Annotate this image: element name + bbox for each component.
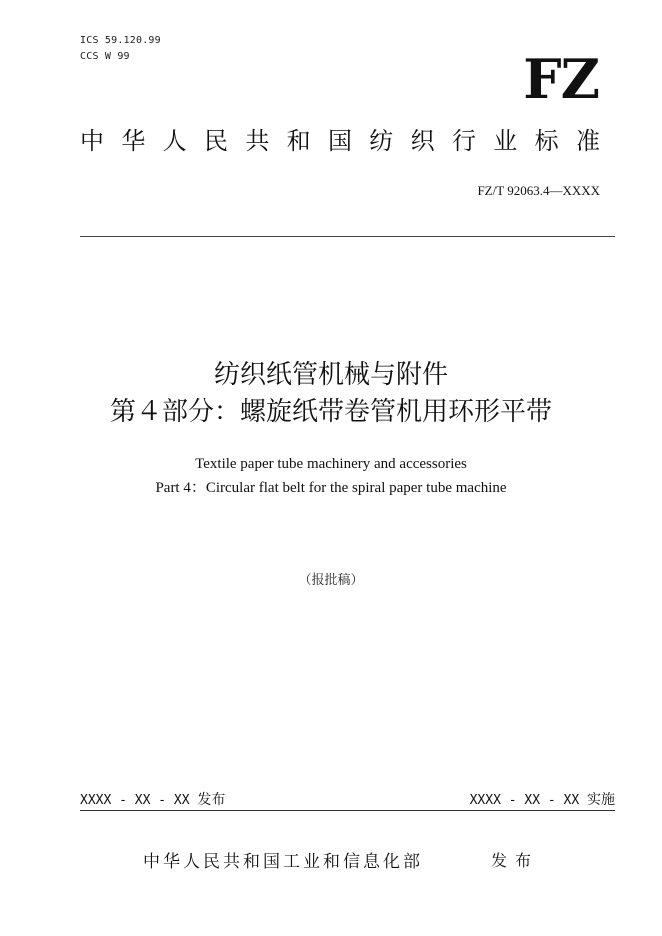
implementation-date-value: XXXX - XX - XX [469,793,580,808]
ccs-code: CCS W 99 [80,51,130,62]
organization-char: 纺 [369,127,394,155]
organization-char: 准 [575,127,600,155]
organization-char: 华 [121,127,146,155]
organization-char: 织 [410,127,435,155]
title-en-line1: Textile paper tube machinery and accessories [195,456,467,472]
issue-date-suffix: 发布 [197,792,226,808]
organization-char: 国 [327,127,352,155]
issue-date-value: XXXX - XX - XX [80,793,190,808]
title-cn-line2: 第４部分：螺旋纸带卷管机用环形平带 [109,397,552,427]
organization-char: 民 [203,127,228,155]
draft-status: （报批稿） [298,573,364,588]
organization-char: 和 [286,127,311,155]
title-cn-line1: 纺织纸管机械与附件 [213,360,448,390]
header-divider [80,236,615,237]
organization-char: 标 [534,127,559,155]
footer-divider [80,810,615,811]
organization-char: 业 [493,127,518,155]
organization-title [80,129,600,153]
standard-number: FZ/T 92063.4—XXXX [477,183,600,198]
organization-char: 共 [245,127,270,155]
title-en-line2: Part 4：Circular flat belt for the spiral paper tube machine [155,480,507,496]
organization-char: 中 [80,127,104,155]
implementation-date [470,793,615,807]
issuer-name: 中华人民共和国工业和信息化部 [143,852,423,872]
fz-logo: FZ [523,47,599,111]
publish-label: 发布 [491,851,540,870]
implementation-date-suffix: 实施 [587,792,615,808]
organization-char: 行 [451,127,476,155]
issue-date [80,793,225,807]
organization-char: 人 [162,127,187,155]
ics-code: ICS 59.120.99 [80,35,161,46]
